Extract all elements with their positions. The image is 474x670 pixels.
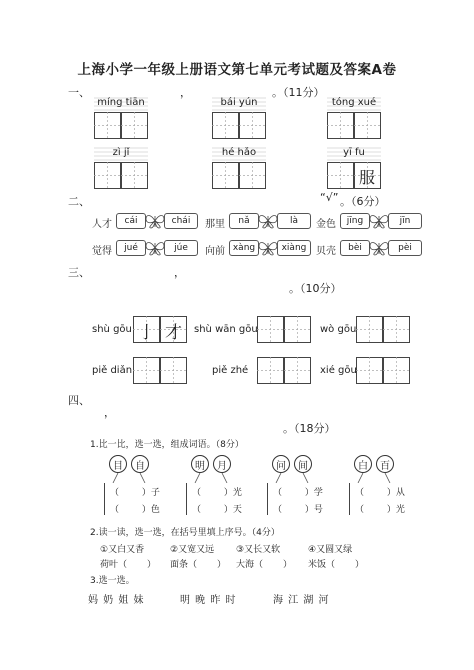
character-group: 妈 奶 姐 妹: [88, 595, 145, 606]
pinyin-word: bái yún: [220, 97, 258, 108]
pinyin-option[interactable]: xàng: [229, 240, 259, 256]
pinyin-option[interactable]: chái: [164, 213, 198, 229]
character-circle: 自: [131, 455, 149, 473]
character-circle: 明: [191, 455, 209, 473]
word: 金色: [316, 219, 336, 230]
character-circle: 月: [213, 455, 231, 473]
butterfly-icon: [258, 240, 278, 256]
grid-guides: [160, 357, 187, 384]
character-circle: 问: [272, 455, 290, 473]
pinyin-option[interactable]: jué: [116, 240, 146, 256]
given-character: 服: [359, 168, 376, 187]
section-2-mark: “√”: [320, 191, 339, 204]
fill-blank[interactable]: 大海（ ）: [236, 560, 293, 570]
word: 觉得: [92, 246, 112, 257]
fill-blank[interactable]: （ ）从: [355, 488, 405, 498]
section-3-label: 三、: [68, 266, 90, 279]
grid-guides: [133, 357, 160, 384]
grid-guides: [284, 316, 311, 343]
section-3-sep: ，: [174, 266, 185, 279]
stroke-name: shù wān gōu: [194, 324, 258, 335]
fill-blank[interactable]: （ ）子: [110, 488, 160, 498]
section-1-sep: ，: [180, 86, 191, 99]
grid-guides: [94, 112, 121, 139]
fill-blank[interactable]: 米饭（ ）: [308, 560, 365, 570]
grid-guides: [356, 316, 383, 343]
pinyin-word: míng tiān: [97, 97, 145, 108]
grid-guides: [239, 112, 266, 139]
grid-guides: [356, 357, 383, 384]
butterfly-icon: [369, 240, 389, 256]
section-4-sep: ，: [104, 406, 115, 419]
pinyin-option[interactable]: là: [277, 213, 311, 229]
pinyin-word: hé hǎo: [221, 147, 257, 158]
stroke-name: piě diǎn: [92, 365, 133, 376]
grid-guides: [212, 162, 239, 189]
section-1-label: 一、: [68, 86, 90, 99]
section-4-label: 四、: [68, 394, 90, 407]
word: 人才: [92, 219, 112, 230]
pinyin-option[interactable]: jīng: [340, 213, 370, 229]
fill-blank[interactable]: （ ）色: [110, 505, 160, 515]
pinyin-option[interactable]: nǎ: [229, 213, 259, 229]
character-group: 明 晚 昨 时: [180, 595, 237, 606]
grid-guides: [354, 112, 381, 139]
character-circle: 目: [109, 455, 127, 473]
connector-lines: [191, 473, 251, 483]
grid-guides: [383, 316, 410, 343]
pinyin-option[interactable]: pèi: [388, 240, 422, 256]
page-title: 上海小学一年级上册语文第七单元考试题及答案A卷: [77, 62, 397, 78]
stroke-name: xié gōu: [320, 365, 357, 376]
fill-blank[interactable]: （ ）学: [273, 488, 323, 498]
butterfly-icon: [145, 240, 165, 256]
section-4-score: 。（18分）: [283, 422, 336, 435]
word: 向前: [205, 246, 225, 257]
grid-guides: [284, 357, 311, 384]
option: ①又白又香: [100, 545, 145, 555]
fill-blank[interactable]: （ ）号: [273, 505, 323, 515]
grid-guides: [94, 162, 121, 189]
grid-guides: [212, 112, 239, 139]
pinyin-option[interactable]: jīn: [388, 213, 422, 229]
grid-guides: [121, 112, 148, 139]
connector-lines: [272, 473, 332, 483]
bracket: [104, 483, 107, 515]
connector-lines: [354, 473, 414, 483]
example-character: 亅: [138, 323, 155, 343]
section-2-label: 二、: [68, 195, 90, 208]
grid-guides: [327, 162, 354, 189]
example-character: 才: [165, 323, 182, 343]
pinyin-word: tóng xué: [331, 97, 377, 108]
q3-text: 3.选一选。: [90, 576, 135, 586]
option: ④又圆又绿: [308, 545, 353, 555]
fill-blank[interactable]: 荷叶（ ）: [100, 560, 157, 570]
fill-blank[interactable]: 面条（ ）: [170, 560, 227, 570]
bracket: [186, 483, 189, 515]
grid-guides: [257, 357, 284, 384]
stroke-name: shù gōu: [92, 324, 132, 335]
character-circle: 白: [354, 455, 372, 473]
bracket: [267, 483, 270, 515]
q1-text: 1.比一比，选一选，组成词语。（8分）: [90, 440, 244, 450]
character-group: 海 江 湖 河: [273, 595, 330, 606]
grid-guides: [327, 112, 354, 139]
q2-text: 2.读一读，选一选，在括号里填上序号。（4分）: [90, 528, 280, 538]
character-circle: 间: [294, 455, 312, 473]
fill-blank[interactable]: （ ）天: [192, 505, 242, 515]
section-2-score: 。（6分）: [340, 195, 386, 208]
section-3-score: 。（10分）: [289, 282, 342, 295]
pinyin-word: zì jǐ: [112, 147, 130, 158]
grid-guides: [257, 316, 284, 343]
butterfly-icon: [369, 213, 389, 229]
butterfly-icon: [258, 213, 278, 229]
word: 那里: [205, 219, 225, 230]
option: ③又长又软: [236, 545, 281, 555]
grid-guides: [121, 162, 148, 189]
connector-lines: [109, 473, 169, 483]
stroke-name: wò gōu: [320, 324, 357, 335]
bracket: [349, 483, 352, 515]
stroke-name: piě zhé: [212, 365, 249, 376]
pinyin-option[interactable]: xiàng: [277, 240, 311, 256]
butterfly-icon: [145, 213, 165, 229]
character-circle: 百: [376, 455, 394, 473]
grid-guides: [383, 357, 410, 384]
pinyin-option[interactable]: júe: [164, 240, 198, 256]
fill-blank[interactable]: （ ）光: [355, 505, 405, 515]
option: ②又宽又远: [170, 545, 215, 555]
pinyin-word: yī fu: [343, 147, 365, 158]
section-1-score: 。（11分）: [272, 86, 325, 99]
pinyin-option[interactable]: cái: [116, 213, 146, 229]
fill-blank[interactable]: （ ）光: [192, 488, 242, 498]
word: 贝壳: [316, 246, 336, 257]
pinyin-option[interactable]: bèi: [340, 240, 370, 256]
grid-guides: [239, 162, 266, 189]
